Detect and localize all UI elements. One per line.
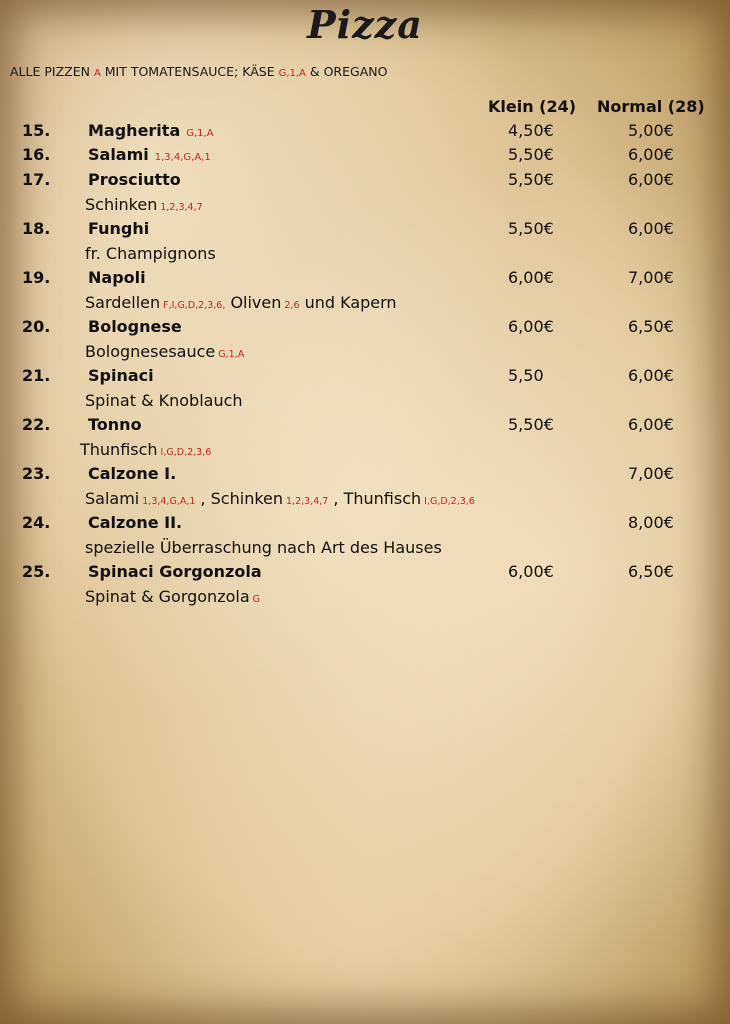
item-number: 21. xyxy=(22,366,51,385)
item-description xyxy=(85,342,244,361)
description-text: Thunfisch xyxy=(80,440,158,459)
subtitle-allergen-g: G,1,A xyxy=(278,68,306,79)
description-text: Oliven xyxy=(225,293,282,312)
item-number: 18. xyxy=(22,219,51,238)
item-name: Prosciutto xyxy=(88,170,181,189)
price-small: 5,50 xyxy=(508,366,544,385)
subtitle-text-1: ALLE PIZZEN xyxy=(10,64,94,79)
price-normal: 8,00€ xyxy=(628,513,674,532)
item-number: 19. xyxy=(22,268,51,287)
item-name: Spinaci xyxy=(88,366,154,385)
menu-item xyxy=(0,415,730,437)
description-text: spezielle Überraschung nach Art des Hauses xyxy=(85,538,442,557)
item-number: 17. xyxy=(22,170,51,189)
item-description xyxy=(85,293,397,312)
description-text: und Kapern xyxy=(299,293,397,312)
description-text: Spinat & Knoblauch xyxy=(85,391,243,410)
price-small: 4,50€ xyxy=(508,121,554,140)
item-name: Funghi xyxy=(88,219,150,238)
item-description xyxy=(85,538,442,557)
description-allergens: G,1,A xyxy=(218,349,245,360)
subtitle-text-2: MIT TOMATENSAUCE; KÄSE xyxy=(100,64,279,79)
price-normal: 6,00€ xyxy=(628,170,674,189)
item-number: 24. xyxy=(22,513,51,532)
price-small: 5,50€ xyxy=(508,415,554,434)
item-name: Salami 1,3,4,G,A,1 xyxy=(88,145,211,164)
price-normal: 6,00€ xyxy=(628,415,674,434)
price-small: 5,50€ xyxy=(508,170,554,189)
description-allergens: 2,6 xyxy=(284,300,300,311)
item-number: 23. xyxy=(22,464,51,483)
item-name: Tonno xyxy=(88,415,142,434)
description-text: Schinken xyxy=(85,195,158,214)
item-allergens: G,1,A xyxy=(186,128,214,139)
description-allergens: 1,3,4,G,A,1 xyxy=(142,496,196,507)
price-normal: 6,50€ xyxy=(628,317,674,336)
item-name: Calzone I. xyxy=(88,464,177,483)
price-normal: 6,00€ xyxy=(628,366,674,385)
menu-item xyxy=(0,562,730,584)
item-description xyxy=(80,440,211,459)
menu-item xyxy=(0,317,730,339)
item-name: Napoli xyxy=(88,268,146,287)
item-description xyxy=(85,195,203,214)
item-number: 15. xyxy=(22,121,51,140)
subtitle-allergen-a: A xyxy=(93,68,101,79)
price-small: 6,00€ xyxy=(508,562,554,581)
menu-item xyxy=(0,170,730,192)
description-text: , Thunfisch xyxy=(328,489,422,508)
price-small: 6,00€ xyxy=(508,317,554,336)
price-normal: 6,50€ xyxy=(628,562,674,581)
menu-item xyxy=(0,366,730,388)
description-text: Salami xyxy=(85,489,140,508)
price-small: 6,00€ xyxy=(508,268,554,287)
item-name: Calzone II. xyxy=(88,513,183,532)
description-text: Sardellen xyxy=(85,293,161,312)
description-text: fr. Champignons xyxy=(85,244,216,263)
price-normal: 6,00€ xyxy=(628,219,674,238)
menu-item xyxy=(0,513,730,535)
description-allergens: 1,2,3,4,7 xyxy=(286,496,329,507)
item-number: 25. xyxy=(22,562,51,581)
item-name: Bolognese xyxy=(88,317,182,336)
price-small: 5,50€ xyxy=(508,145,554,164)
menu-item xyxy=(0,121,730,143)
description-allergens: G xyxy=(252,594,261,605)
price-small: 5,50€ xyxy=(508,219,554,238)
description-allergens: 1,2,3,4,7 xyxy=(160,202,203,213)
item-number: 16. xyxy=(22,145,51,164)
column-header-normal: Normal (28) xyxy=(597,97,705,116)
description-allergens: I,G,D,2,3,6 xyxy=(160,447,212,458)
menu-subtitle xyxy=(10,64,387,79)
description-allergens: I,G,D,2,3,6 xyxy=(424,496,475,507)
item-name: Magherita G,1,A xyxy=(88,121,214,140)
price-normal: 7,00€ xyxy=(628,464,674,483)
item-number: 22. xyxy=(22,415,51,434)
item-description xyxy=(85,489,475,508)
description-text: Bolognesesauce xyxy=(85,342,216,361)
item-name: Spinaci Gorgonzola xyxy=(88,562,262,581)
item-description xyxy=(85,244,216,263)
item-description xyxy=(85,587,260,606)
page-title: Pizza xyxy=(307,2,423,47)
description-text: , Schinken xyxy=(195,489,284,508)
description-allergens: F,I,G,D,2,3,6, xyxy=(163,300,226,311)
item-number: 20. xyxy=(22,317,51,336)
item-allergens: 1,3,4,G,A,1 xyxy=(154,152,211,163)
menu-item xyxy=(0,219,730,241)
price-normal: 6,00€ xyxy=(628,145,674,164)
menu-item xyxy=(0,268,730,290)
subtitle-text-3: & OREGANO xyxy=(305,64,388,79)
menu-item xyxy=(0,464,730,486)
item-description xyxy=(85,391,243,410)
column-header-small: Klein (24) xyxy=(488,97,577,116)
description-text: Spinat & Gorgonzola xyxy=(85,587,250,606)
price-normal: 5,00€ xyxy=(628,121,674,140)
price-normal: 7,00€ xyxy=(628,268,674,287)
menu-item xyxy=(0,145,730,167)
